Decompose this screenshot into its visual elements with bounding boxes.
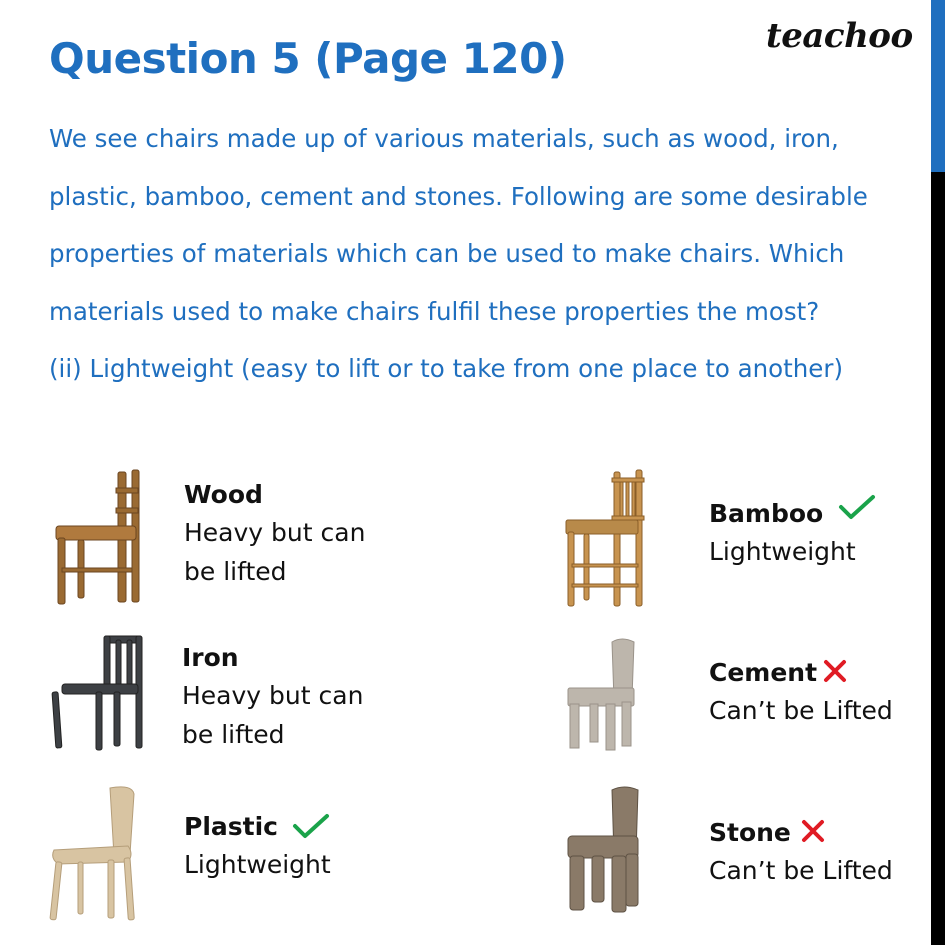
question-line: plastic, bamboo, cement and stones. Following are some desirable — [49, 181, 868, 211]
cross-icon — [799, 817, 827, 845]
question-line: materials used to make chairs fulfil these properties the most? — [49, 296, 820, 326]
question-line: We see chairs made up of various materials, such as wood, iron, — [49, 124, 839, 153]
question-line: (ii) Lightweight (easy to lift or to take from one place to another) — [49, 354, 844, 383]
scrollbar-thumb[interactable] — [931, 0, 945, 172]
iron-chair-image — [48, 632, 148, 754]
plastic-name: Plastic — [184, 812, 278, 841]
wood-desc-line: be lifted — [184, 557, 287, 586]
iron-desc-line: Heavy but can — [182, 681, 364, 710]
wood-chair-image — [48, 468, 148, 608]
plastic-chair-image — [48, 784, 143, 924]
plastic-desc-line: Lightweight — [184, 850, 331, 879]
stone-chair-image — [562, 784, 644, 914]
iron-name: Iron — [182, 643, 239, 672]
stone-name: Stone — [709, 818, 791, 847]
teachoo-logo: teachoo — [766, 16, 913, 56]
iron-desc-line: be lifted — [182, 720, 285, 749]
page-title: Question 5 (Page 120) — [49, 34, 567, 83]
stone-desc-line: Can’t be Lifted — [709, 856, 893, 885]
wood-name: Wood — [184, 480, 263, 509]
bamboo-name: Bamboo — [709, 499, 824, 528]
check-icon — [837, 493, 877, 521]
bamboo-desc-line: Lightweight — [709, 537, 856, 566]
bamboo-chair-image — [562, 468, 652, 610]
check-icon — [291, 812, 331, 840]
question-text — [49, 110, 919, 398]
question-line: properties of materials which can be used to make chairs. Which — [49, 239, 845, 268]
cement-desc-line: Can’t be Lifted — [709, 696, 893, 725]
cement-chair-image — [562, 636, 642, 754]
wood-desc-line: Heavy but can — [184, 518, 366, 547]
cross-icon — [821, 657, 849, 685]
cement-name: Cement — [709, 658, 818, 687]
